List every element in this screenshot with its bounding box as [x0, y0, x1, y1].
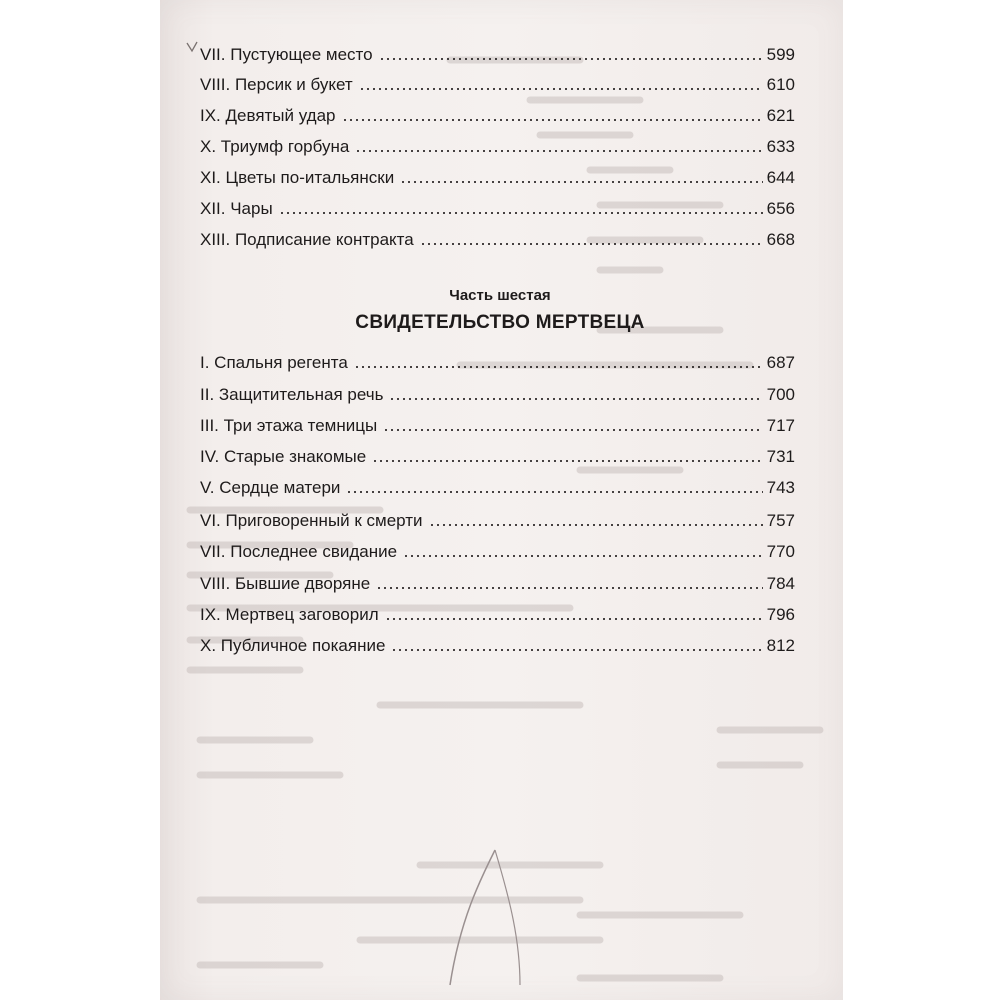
chapter-title: XII. Чары	[200, 199, 273, 218]
page-number: 812	[766, 636, 795, 655]
page-number: 668	[766, 230, 795, 249]
chapter-title: X. Триумф горбуна	[200, 137, 350, 156]
chapter-title: VIII. Персик и букет	[200, 75, 353, 94]
chapter-title: VI. Приговоренный к смерти	[200, 511, 423, 530]
page-number: 621	[766, 106, 795, 125]
dot-leader	[354, 365, 763, 369]
dot-leader	[420, 242, 763, 246]
dot-leader	[400, 180, 762, 184]
toc-entry	[200, 542, 795, 562]
pencil-check-mark	[185, 40, 199, 54]
dot-leader	[346, 490, 762, 494]
dot-leader	[403, 554, 763, 558]
chapter-title: III. Три этажа темницы	[200, 416, 378, 435]
dot-leader	[355, 149, 762, 153]
toc-entry	[200, 168, 795, 188]
chapter-title: VII. Пустующее место	[200, 45, 373, 64]
toc-entry	[200, 199, 795, 219]
dot-leader	[342, 118, 763, 122]
chapter-title: II. Защитительная речь	[200, 385, 384, 404]
page-number: 784	[766, 574, 795, 593]
dot-leader	[391, 648, 762, 652]
chapter-title: IX. Девятый удар	[200, 106, 336, 125]
page-number: 757	[766, 511, 795, 530]
dot-leader	[279, 211, 763, 215]
toc-entry	[200, 574, 795, 594]
page-number: 743	[766, 478, 795, 497]
page-number: 610	[766, 75, 795, 94]
page-number: 731	[766, 447, 795, 466]
chapter-title: IV. Старые знакомые	[200, 447, 367, 466]
toc-entry	[200, 636, 795, 656]
toc-entry	[200, 353, 795, 373]
page-number: 599	[766, 45, 795, 64]
toc-entry	[200, 416, 795, 436]
chapter-title: IX. Мертвец заговорил	[200, 605, 379, 624]
chapter-title: XI. Цветы по-итальянски	[200, 168, 395, 187]
toc-entry	[200, 230, 795, 250]
chapter-title: XIII. Подписание контракта	[200, 230, 414, 249]
chapter-title: VIII. Бывшие дворяне	[200, 574, 371, 593]
page-number: 770	[766, 542, 795, 561]
chapter-title: I. Спальня регента	[200, 353, 348, 372]
toc-entry	[200, 605, 795, 625]
dot-leader	[383, 428, 762, 432]
toc-entry	[200, 106, 795, 126]
page-number: 717	[766, 416, 795, 435]
page-number: 656	[766, 199, 795, 218]
toc-entry	[200, 75, 795, 95]
page-number: 644	[766, 168, 795, 187]
toc-entry	[200, 511, 795, 531]
chapter-title: X. Публичное покаяние	[200, 636, 386, 655]
page-number: 687	[766, 353, 795, 372]
page-number: 796	[766, 605, 795, 624]
dot-leader	[379, 57, 763, 61]
toc-entry	[200, 385, 795, 405]
dot-leader	[376, 586, 762, 590]
dot-leader	[429, 523, 763, 527]
toc-entry	[200, 137, 795, 157]
part-title: СВИДЕТЕЛЬСТВО МЕРТВЕЦА	[355, 312, 645, 333]
dot-leader	[385, 617, 763, 621]
dot-leader	[359, 87, 763, 91]
dot-leader	[372, 459, 762, 463]
page-number: 633	[766, 137, 795, 156]
dot-leader	[389, 397, 762, 401]
chapter-title: VII. Последнее свидание	[200, 542, 398, 561]
toc-entry	[200, 478, 795, 498]
chapter-title: V. Сердце матери	[200, 478, 341, 497]
page-number: 700	[766, 385, 795, 404]
toc-entry	[200, 45, 795, 65]
toc-entry	[200, 447, 795, 467]
part-label: Часть шестая	[449, 287, 551, 304]
